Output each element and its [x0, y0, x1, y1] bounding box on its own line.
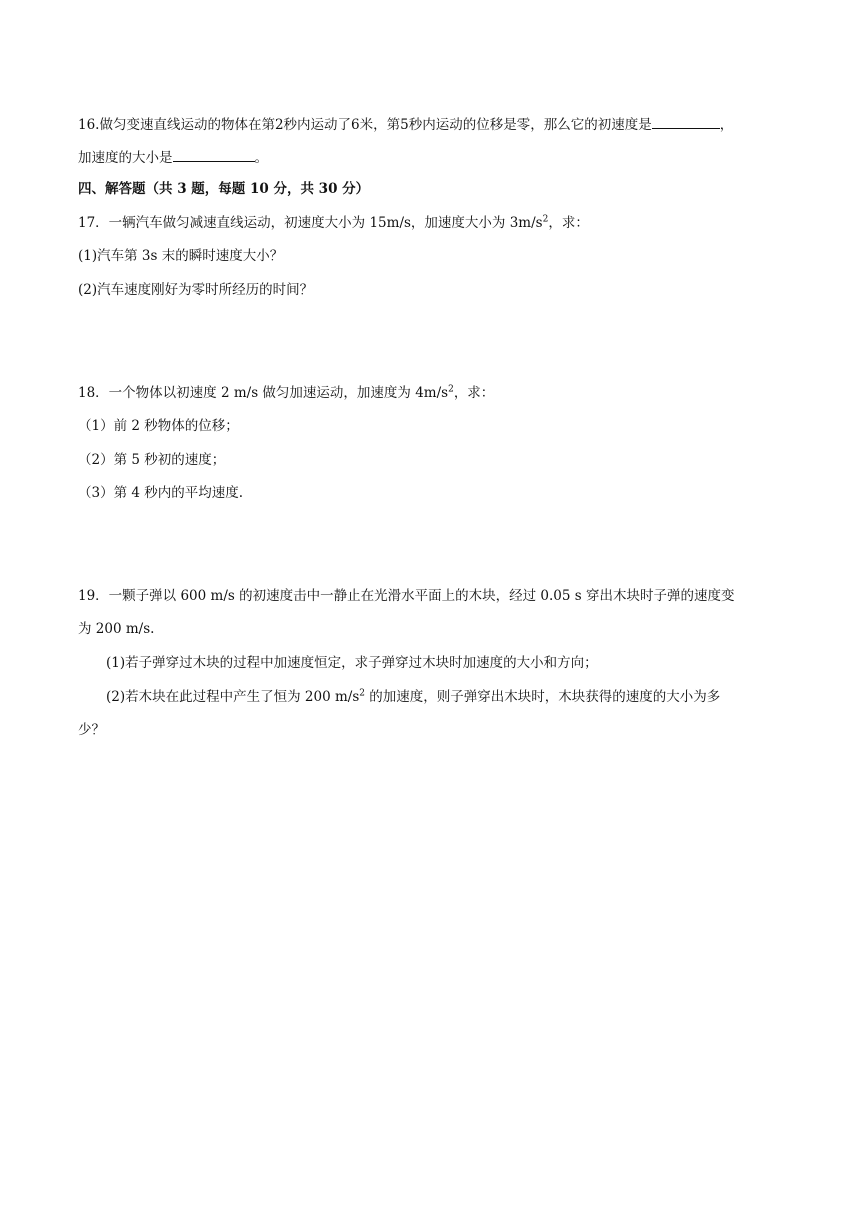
section-heading: 四、解答题（共 3 题，每题 10 分，共 30 分）	[78, 181, 370, 197]
q17-stem-text: 17．一辆汽车做匀减速直线运动，初速度大小为 15m/s，加速度大小为 3m/s	[78, 215, 543, 231]
q18-stem-end: ，求：	[453, 385, 495, 401]
q17-stem-end: ，求：	[548, 215, 589, 231]
q16-blank-acceleration[interactable]	[173, 147, 255, 162]
q19-part2-rest: 的加速度，则子弹穿出木块时，木块获得的速度的大小为多	[364, 689, 721, 705]
q18-superscript: 2	[448, 384, 454, 395]
q18-stem-text: 18．一个物体以初速度 2 m/s 做匀加速运动，加速度为 4m/s	[78, 385, 449, 401]
q16-acceleration-text: 加速度的大小是	[78, 150, 173, 166]
q19-part2-line2: 少？	[78, 722, 105, 738]
q18-part2: （2）第 5 秒初的速度；	[78, 452, 226, 468]
q16-line2	[78, 147, 268, 167]
q19-part2-text: (2)若木块在此过程中产生了恒为 200 m/s	[106, 689, 360, 705]
q17-part1: (1)汽车第 3s 末的瞬时速度大小？	[78, 248, 284, 264]
q19-stem-line2: 为 200 m/s.	[78, 621, 155, 637]
q17-superscript: 2	[542, 214, 549, 225]
q18-part3: （3）第 4 秒内的平均速度.	[78, 485, 244, 501]
q17-part2: (2)汽车速度刚好为零时所经历的时间？	[78, 282, 314, 298]
q16-line1-end: ，	[719, 117, 734, 133]
q16-line1	[78, 114, 733, 134]
q19-stem-line1: 19．一颗子弹以 600 m/s 的初速度击中一静止在光滑水平面上的木块，经过 0.05 s 穿出木块时子弹的速度变	[78, 588, 735, 604]
q16-blank-initial-velocity[interactable]	[652, 114, 720, 129]
q19-part2	[106, 688, 720, 706]
q16-line2-end: 。	[254, 150, 268, 166]
q19-part1: (1)若子弹穿过木块的过程中加速度恒定，求子弹穿过木块时加速度的大小和方向；	[106, 655, 598, 671]
q17-stem	[78, 214, 589, 232]
q19-superscript: 2	[359, 688, 365, 699]
q16-text: 16.做匀变速直线运动的物体在第2秒内运动了6米，第5秒内运动的位移是零，那么它的初速度是	[78, 117, 652, 133]
q18-stem	[78, 384, 494, 402]
q18-part1: （1）前 2 秒物体的位移；	[78, 418, 239, 434]
